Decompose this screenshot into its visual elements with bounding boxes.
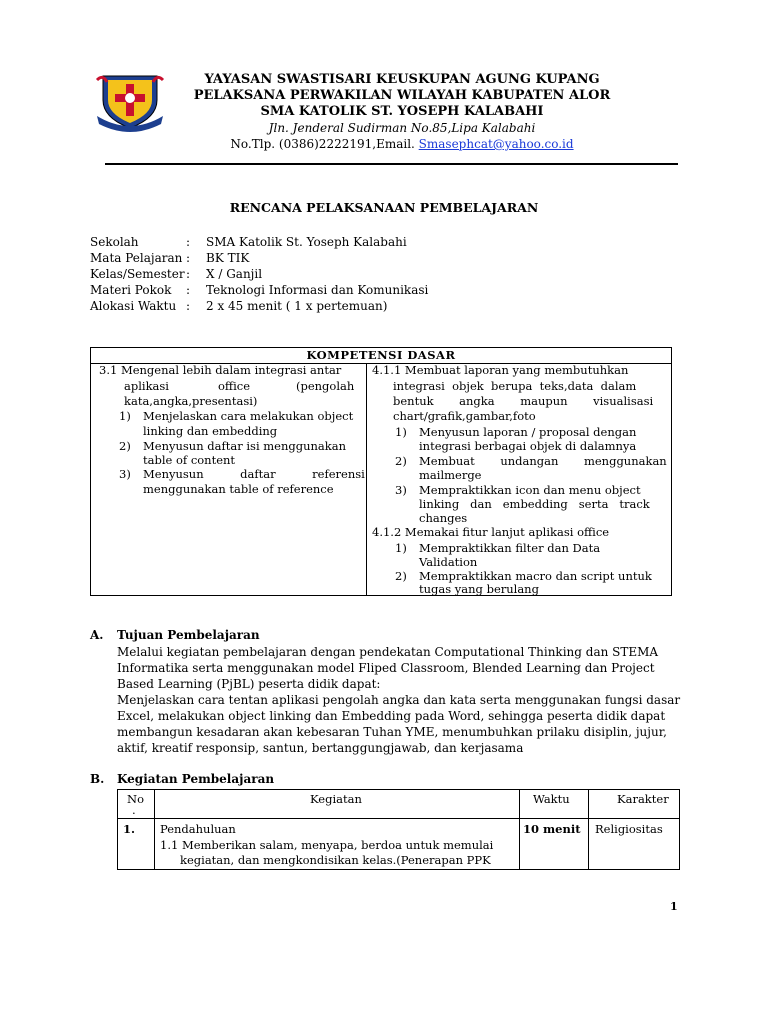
row-kegiatan-line: kegiatan, dan mengkondisikan kelas.(Penerapan PPK <box>180 853 491 867</box>
info-label: Kelas/Semester <box>90 267 185 281</box>
section-a-line: membangun kesadaran akan kebesaran Tuhan YME, menumbuhkan prilaku disiplin, jujur, <box>117 725 667 739</box>
header-address: Jln. Jenderal Sudirman No.85,Lipa Kalabahi <box>268 121 536 135</box>
table-col-divider <box>519 790 520 869</box>
kd-right-num: 2) <box>395 454 407 468</box>
section-a-line: Based Learning (PjBL) peserta didik dapat: <box>117 677 381 691</box>
kd-right-num: 1) <box>395 541 407 555</box>
header-school-name: SMA KATOLIK ST. YOSEPH KALABAHI <box>260 104 544 119</box>
section-a-line: Melalui kegiatan pembelajaran dengan pendekatan Computational Thinking dan STEMA <box>117 645 659 659</box>
kd-right-line: bentuk angka maupun visualisasi <box>393 394 654 408</box>
section-a-line: Excel, melakukan object linking dan Embedding pada Word, sehingga peserta didik dapat <box>117 709 666 723</box>
activity-table <box>117 789 680 870</box>
info-value: Teknologi Informasi dan Komunikasi <box>206 283 429 297</box>
kd-right-line: integrasi objek berupa teks,data dalam <box>393 379 637 393</box>
header-foundation: YAYASAN SWASTISARI KEUSKUPAN AGUNG KUPANG <box>204 72 600 87</box>
info-sep: : <box>186 283 191 297</box>
info-sep: : <box>186 299 191 313</box>
section-a-title: Tujuan Pembelajaran <box>117 628 260 642</box>
kd-right-item: linking dan embedding serta track <box>419 497 650 511</box>
header-karakter: Karakter <box>617 792 669 806</box>
header-waktu: Waktu <box>533 792 570 806</box>
row-kegiatan-line: 1.1 Memberikan salam, menyapa, berdoa untuk memulai <box>160 838 494 852</box>
header-contact <box>18 137 768 151</box>
kd-left-item: Menjelaskan cara melakukan object <box>143 409 354 423</box>
row-kegiatan-title: Pendahuluan <box>160 822 236 836</box>
info-label: Sekolah <box>90 235 139 249</box>
kd-left-item: menggunakan table of reference <box>143 482 334 496</box>
header-kegiatan: Kegiatan <box>310 792 362 806</box>
header-divider <box>105 163 678 165</box>
kd-right-item: Validation <box>419 555 478 569</box>
info-sep: : <box>186 251 191 265</box>
page-number: 1 <box>670 900 678 913</box>
kd-left-line: kata,angka,presentasi) <box>124 394 258 408</box>
section-b-title: Kegiatan Pembelajaran <box>117 772 275 786</box>
kd-left-line: aplikasi <box>124 379 169 393</box>
kd-left-item: linking dan embedding <box>143 424 278 438</box>
header-region: PELAKSANA PERWAKILAN WILAYAH KABUPATEN ALOR <box>193 88 611 103</box>
kd-right-item: Membuat undangan menggunakan <box>419 454 667 468</box>
info-label: Materi Pokok <box>90 283 172 297</box>
document-title: RENCANA PELAKSANAAN PEMBELAJARAN <box>229 200 539 215</box>
info-value: 2 x 45 menit ( 1 x pertemuan) <box>206 299 388 313</box>
kd-right-num: 2) <box>395 569 407 583</box>
kd-right-item: Mempraktikkan filter dan Data <box>419 541 601 555</box>
kd-right-line: chart/grafik,gambar,foto <box>393 409 536 423</box>
kd-left-num: 2) <box>119 439 131 453</box>
kd-right-item: Mempraktikkan icon dan menu object <box>419 483 641 497</box>
info-sep: : <box>186 267 191 281</box>
header-contact-text: No.Tlp. (0386)2222191,Email. <box>230 137 419 151</box>
kd-left-num: 1) <box>119 409 131 423</box>
kd-right-item: integrasi berbagai objek di dalamnya <box>419 439 637 453</box>
section-a-line: Informatika serta menggunakan model Fliped Classroom, Blended Learning dan Project <box>117 661 655 675</box>
kd-right-item: Mempraktikkan macro dan script untuk <box>419 569 652 583</box>
info-value: X / Ganjil <box>206 267 263 281</box>
table-col-divider <box>154 790 155 869</box>
section-a-line: aktif, kreatif responsip, santun, bertanggungjawab, dan kerjasama <box>117 741 524 755</box>
kd-right-subheading: 4.1.2 Memakai fitur lanjut aplikasi office <box>372 525 610 539</box>
kd-right-item: tugas yang berulang <box>419 582 539 596</box>
column-divider <box>366 363 367 596</box>
kd-left-item: table of content <box>143 453 236 467</box>
row-waktu: 10 menit <box>523 822 581 836</box>
kd-left-item: Menyusun daftar isi menggunakan <box>143 439 347 453</box>
kd-left-line: office <box>218 379 251 393</box>
kd-left-item: Menyusun daftar referensi <box>143 467 365 481</box>
row-karakter: Religiositas <box>595 822 663 836</box>
kompetensi-heading: KOMPETENSI DASAR <box>91 348 671 364</box>
row-number: 1. <box>123 822 136 836</box>
table-row-divider <box>118 818 679 819</box>
kd-right-line: 4.1.1 Membuat laporan yang membutuhkan <box>372 363 629 377</box>
kd-right-num: 1) <box>395 425 407 439</box>
section-b-letter: B. <box>90 772 105 786</box>
info-value: SMA Katolik St. Yoseph Kalabahi <box>206 235 407 249</box>
kd-right-item: changes <box>419 511 468 525</box>
email-link[interactable]: Smasephcat@yahoo.co.id <box>418 137 574 151</box>
kd-right-num: 3) <box>395 483 407 497</box>
header-no-dot: . <box>132 803 136 817</box>
header-no: No <box>127 792 144 806</box>
kd-right-item: Menyusun laporan / proposal dengan <box>419 425 637 439</box>
section-a-letter: A. <box>90 628 104 642</box>
table-col-divider <box>588 790 589 869</box>
kd-left-line: (pengolah <box>296 379 355 393</box>
section-a-line: Menjelaskan cara tentan aplikasi pengolah angka dan kata serta menggunakan fungsi dasar <box>117 693 681 707</box>
kompetensi-table <box>90 347 672 596</box>
info-value: BK TIK <box>206 251 250 265</box>
kd-left-line: 3.1 Mengenal lebih dalam integrasi antar <box>99 363 342 377</box>
info-label: Mata Pelajaran <box>90 251 183 265</box>
info-label: Alokasi Waktu <box>90 299 177 313</box>
kd-right-item: mailmerge <box>419 468 482 482</box>
kd-left-num: 3) <box>119 467 131 481</box>
info-sep: : <box>186 235 191 249</box>
